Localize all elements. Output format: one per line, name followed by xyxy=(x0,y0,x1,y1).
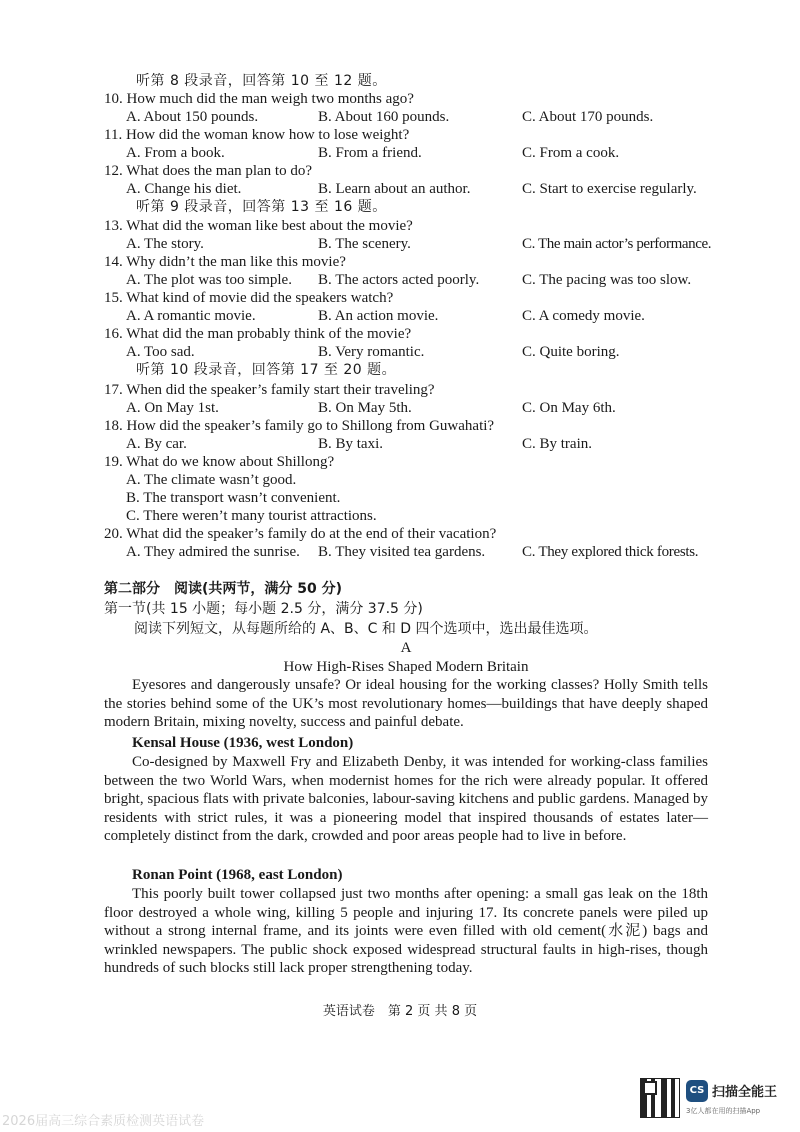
option-20c: C. They explored thick forests. xyxy=(522,544,699,560)
question-12: 12. What does the man plan to do? xyxy=(104,163,313,179)
option-15c: C. A comedy movie. xyxy=(522,308,645,324)
option-18c: C. By train. xyxy=(522,436,592,452)
option-10b: B. About 160 pounds. xyxy=(318,109,450,125)
question-20: 20. What did the speaker’s family do at the end of their vacation? xyxy=(104,526,497,542)
option-17b: B. On May 5th. xyxy=(318,400,412,416)
option-14b: B. The actors acted poorly. xyxy=(318,272,480,288)
option-12a: A. Change his diet. xyxy=(126,181,242,197)
option-19b: B. The transport wasn’t convenient. xyxy=(126,490,341,506)
camscanner-badge xyxy=(640,1078,790,1122)
section-one-title: 第一节(共 15 小题；每小题 2.5 分，满分 37.5 分) xyxy=(104,601,423,617)
option-16c: C. Quite boring. xyxy=(522,344,620,360)
question-14: 14. Why didn’t the man like this movie? xyxy=(104,254,346,270)
option-16a: A. Too sad. xyxy=(126,344,195,360)
option-18a: A. By car. xyxy=(126,436,187,452)
option-14a: A. The plot was too simple. xyxy=(126,272,292,288)
option-13c: C. The main actor’s performance. xyxy=(522,236,712,252)
camscanner-name: 扫描全能王 xyxy=(712,1085,778,1100)
camscanner-logo-icon: CS xyxy=(686,1080,708,1102)
option-18b: B. By taxi. xyxy=(318,436,384,452)
option-19c: C. There weren’t many tourist attractions. xyxy=(126,508,377,524)
option-11c: C. From a cook. xyxy=(522,145,620,161)
option-15b: B. An action movie. xyxy=(318,308,439,324)
intro-paragraph: Eyesores and dangerously unsafe? Or ideal housing for the working classes? Holly Smith tells the stories behind some of the UK’s most revolutionary homes—buildings that have deeply shaped modern Britain, mixing novelty, success and painful debate. xyxy=(104,677,708,731)
question-16: 16. What did the man probably think of the movie? xyxy=(104,326,412,342)
option-20b: B. They visited tea gardens. xyxy=(318,544,486,560)
option-13a: A. The story. xyxy=(126,236,204,252)
reading-instructions: 阅读下列短文，从每题所给的 A、B、C 和 D 四个选项中，选出最佳选项。 xyxy=(134,621,598,637)
camscanner-tagline: 3亿人都在用的扫描App xyxy=(686,1107,761,1115)
option-20a: A. They admired the sunrise. xyxy=(126,544,300,560)
listening-instruction-9: 听第 9 段录音，回答第 13 至 16 题。 xyxy=(136,199,387,215)
kensal-paragraph: Co-designed by Maxwell Fry and Elizabeth Denby, it was intended for working-class families between the two World Wars, when modernist homes for the rich were already popular. It offered bright, spacious flats with private balconies, labour-saving kitchens and public gardens. Managed by residents with strict rules, it was a pioneering model that inspired thousands of estates later—completely distinct from the dark, crowded and poor areas people had to live in before. xyxy=(104,754,708,845)
option-12c: C. Start to exercise regularly. xyxy=(522,181,697,197)
passage-kensal xyxy=(104,753,708,846)
question-19: 19. What do we know about Shillong? xyxy=(104,454,335,470)
option-11b: B. From a friend. xyxy=(318,145,422,161)
qr-code-icon xyxy=(640,1078,680,1118)
part-two-title: 第二部分 阅读(共两节，满分 50 分) xyxy=(104,581,343,597)
option-15a: A. A romantic movie. xyxy=(126,308,256,324)
watermark-text: 2026届高三综合素质检测英语试卷 xyxy=(2,1114,205,1129)
heading-kensal-house: Kensal House (1936, west London) xyxy=(132,735,354,751)
option-12b: B. Learn about an author. xyxy=(318,181,471,197)
question-10: 10. How much did the man weigh two months ago? xyxy=(104,91,414,107)
passage-intro xyxy=(104,676,708,732)
passage-letter: A xyxy=(400,640,412,656)
option-16b: B. Very romantic. xyxy=(318,344,425,360)
ronan-paragraph: This poorly built tower collapsed just two months after opening: a small gas leak on the 18th floor destroyed a whole wing, killing 5 people and injuring 17. Its concrete panels were piled up without a strong internal frame, and its joints were even filled with old cement(水泥) bags and wrinkled newspapers. The public shock exposed widespread structural faults in high-rises, though hundreds of such blocks still lack proper strengthening today. xyxy=(104,886,708,977)
option-14c: C. The pacing was too slow. xyxy=(522,272,692,288)
option-17a: A. On May 1st. xyxy=(126,400,219,416)
option-19a: A. The climate wasn’t good. xyxy=(126,472,297,488)
question-15: 15. What kind of movie did the speakers watch? xyxy=(104,290,394,306)
question-18: 18. How did the speaker’s family go to Shillong from Guwahati? xyxy=(104,418,495,434)
option-10a: A. About 150 pounds. xyxy=(126,109,259,125)
listening-instruction-8: 听第 8 段录音，回答第 10 至 12 题。 xyxy=(136,73,387,89)
question-11: 11. How did the woman know how to lose weight? xyxy=(104,127,410,143)
option-11a: A. From a book. xyxy=(126,145,225,161)
passage-ronan xyxy=(104,885,708,978)
listening-instruction-10: 听第 10 段录音，回答第 17 至 20 题。 xyxy=(136,362,397,378)
question-13: 13. What did the woman like best about the movie? xyxy=(104,218,413,234)
heading-ronan-point: Ronan Point (1968, east London) xyxy=(132,867,343,883)
option-17c: C. On May 6th. xyxy=(522,400,616,416)
question-17: 17. When did the speaker’s family start their traveling? xyxy=(104,382,435,398)
option-13b: B. The scenery. xyxy=(318,236,411,252)
page-footer: 英语试卷 第 2 页 共 8 页 xyxy=(322,1004,478,1019)
passage-title: How High-Rises Shaped Modern Britain xyxy=(283,659,529,675)
option-10c: C. About 170 pounds. xyxy=(522,109,654,125)
